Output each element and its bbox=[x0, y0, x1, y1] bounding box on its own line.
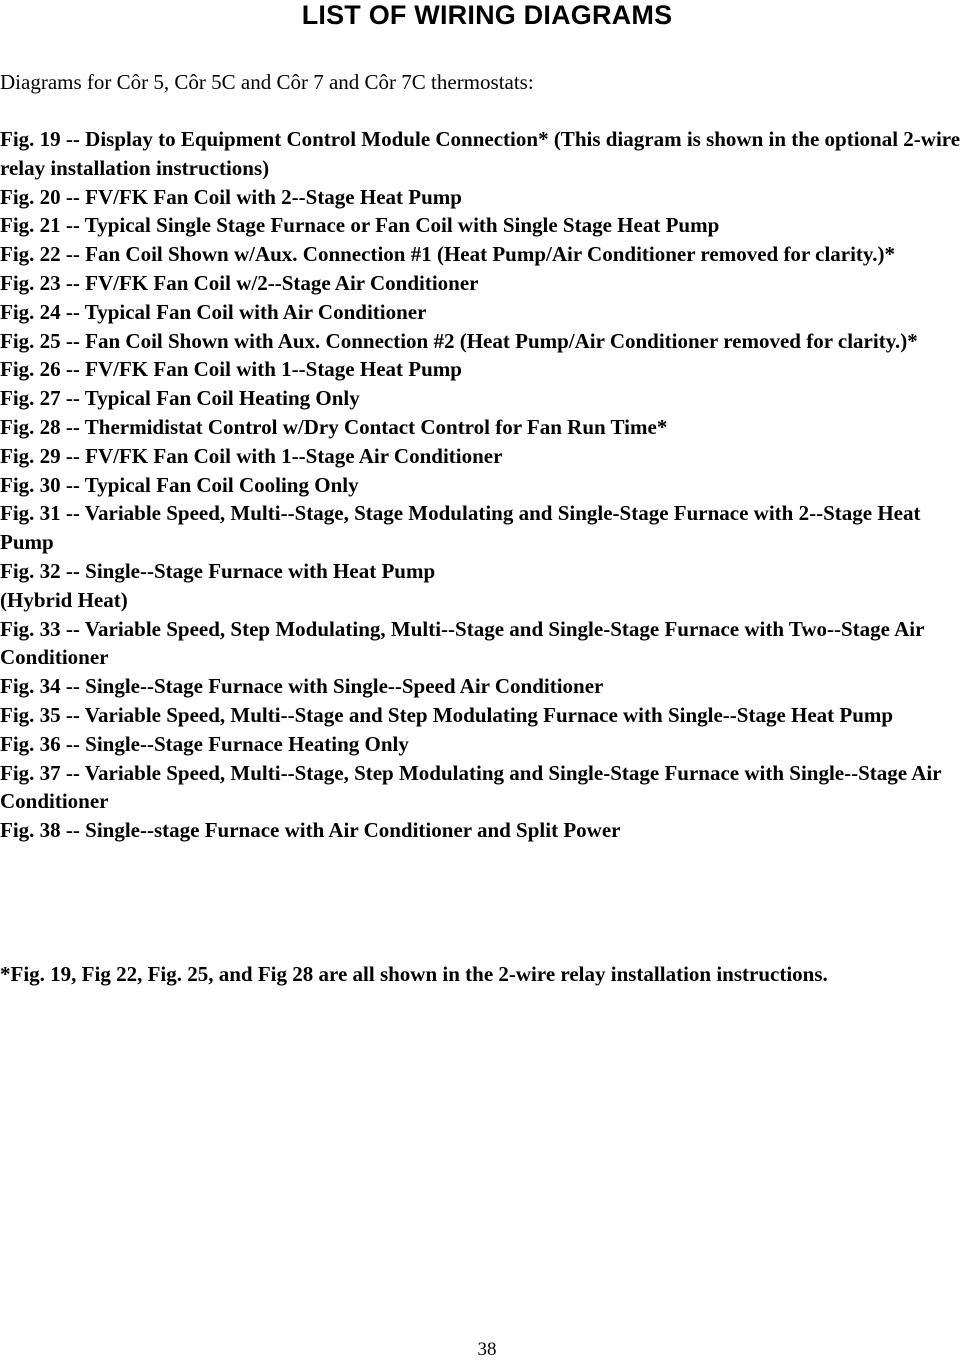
figure-item: Fig. 28 -- Thermidistat Control w/Dry Contact Control for Fan Run Time* bbox=[0, 414, 668, 439]
figure-item: Fig. 21 -- Typical Single Stage Furnace or Fan Coil with Single Stage Heat Pump bbox=[0, 213, 720, 238]
page-number: 38 bbox=[477, 1339, 497, 1360]
figure-item: Fig. 26 -- FV/FK Fan Coil with 1--Stage Heat Pump bbox=[0, 357, 462, 382]
figure-item: Fig. 23 -- FV/FK Fan Coil w/2--Stage Air Conditioner bbox=[0, 270, 479, 295]
figure-item: Fig. 24 -- Typical Fan Coil with Air Conditioner bbox=[0, 299, 427, 324]
figure-item: Fig. 25 -- Fan Coil Shown with Aux. Connection #2 (Heat Pump/Air Conditioner removed for clarity.)* bbox=[0, 328, 918, 353]
figure-item: Fig. 36 -- Single--Stage Furnace Heating Only bbox=[0, 731, 409, 756]
figure-item: Fig. 19 -- Display to Equipment Control Module Connection* (This diagram is shown in the optional 2-wire relay installation instructions) bbox=[0, 127, 961, 180]
figure-item: Fig. 30 -- Typical Fan Coil Cooling Only bbox=[0, 472, 359, 497]
footnote: *Fig. 19, Fig 22, Fig. 25, and Fig 28 are all shown in the 2-wire relay installation instructions. bbox=[0, 962, 828, 986]
figure-item: Fig. 29 -- FV/FK Fan Coil with 1--Stage Air Conditioner bbox=[0, 443, 503, 468]
figure-item: Fig. 34 -- Single--Stage Furnace with Single--Speed Air Conditioner bbox=[0, 674, 604, 699]
figure-item: Fig. 37 -- Variable Speed, Multi--Stage, Step Modulating and Single-Stage Furnace with Single--Stage Air Conditioner bbox=[0, 760, 942, 814]
figure-item: Fig. 38 -- Single--stage Furnace with Air Conditioner and Split Power bbox=[0, 818, 621, 843]
figure-item: Fig. 22 -- Fan Coil Shown w/Aux. Connection #1 (Heat Pump/Air Conditioner removed for clarity.)* bbox=[0, 242, 896, 267]
figure-item: Fig. 27 -- Typical Fan Coil Heating Only bbox=[0, 386, 360, 411]
figure-item: Fig. 35 -- Variable Speed, Multi--Stage and Step Modulating Furnace with Single--Stage Heat Pump bbox=[0, 702, 894, 727]
figure-list bbox=[0, 125, 970, 845]
figure-item: Fig. 32 -- Single--Stage Furnace with Heat Pump (Hybrid Heat) bbox=[0, 558, 436, 612]
page-title: LIST OF WIRING DIAGRAMS bbox=[301, 0, 673, 30]
intro-text: Diagrams for Côr 5, Côr 5C and Côr 7 and Côr 7C thermostats: bbox=[0, 70, 534, 94]
figure-item: Fig. 31 -- Variable Speed, Multi--Stage, Stage Modulating and Single-Stage Furnace with 2--Stage Heat Pump bbox=[0, 501, 921, 555]
figure-item: Fig. 33 -- Variable Speed, Step Modulating, Multi--Stage and Single-Stage Furnace with Two--Stage Air Conditioner bbox=[0, 616, 925, 670]
figure-item: Fig. 20 -- FV/FK Fan Coil with 2--Stage Heat Pump bbox=[0, 184, 462, 209]
